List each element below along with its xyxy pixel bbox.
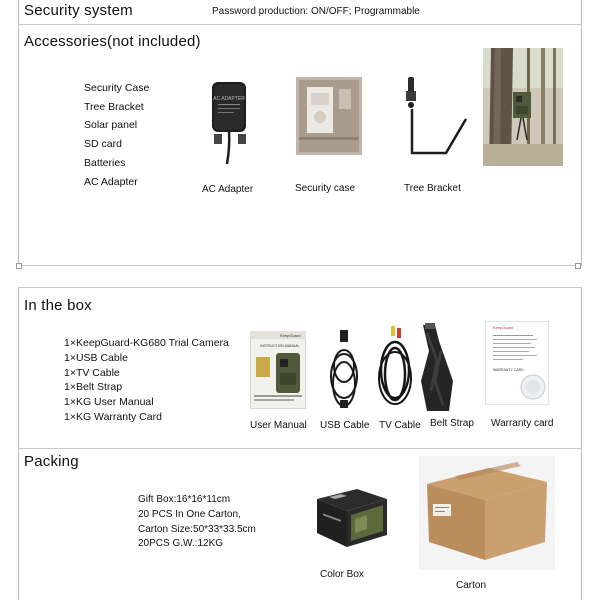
user-manual-image <box>250 331 306 409</box>
list-item: Batteries <box>84 156 126 169</box>
warranty-brand: KeepGuard <box>493 325 514 330</box>
list-item: 20PCS G.W.:12KG <box>138 538 224 550</box>
color-box-image <box>311 485 391 551</box>
list-item: SD card <box>84 138 122 151</box>
adapter-label: AC ADAPTER <box>213 96 245 102</box>
list-item: 1×TV Cable <box>64 366 120 379</box>
accessories-title: Accessories(not included) <box>24 33 201 50</box>
list-item: Solar panel <box>84 119 138 132</box>
warranty-card-image <box>485 321 549 405</box>
ac-adapter-image <box>200 76 260 166</box>
carton-image <box>419 456 555 570</box>
corner-handle-right <box>575 263 581 269</box>
ac-adapter-caption: AC Adapter <box>202 184 254 195</box>
packing-info <box>138 493 256 552</box>
list-item: Carton Size:50*33*33.5cm <box>138 523 256 535</box>
tree-bracket-image <box>398 73 470 157</box>
list-item: Gift Box:16*16*11cm <box>138 494 231 505</box>
manual-brand: KeepGuard <box>280 333 301 338</box>
manual-heading: INSTRUCTION MANUAL <box>260 344 300 348</box>
tv-cable-image <box>375 326 415 412</box>
camera-on-tree-photo <box>483 48 563 166</box>
security-case-image <box>293 75 365 157</box>
inbox-divider <box>18 448 582 449</box>
usb-cable-caption: USB Cable <box>320 420 370 431</box>
list-item: 20 PCS In One Carton, <box>138 508 241 520</box>
tv-cable-caption: TV Cable <box>379 420 421 431</box>
list-item: 1×KG Warranty Card <box>64 410 162 423</box>
in-the-box-title: In the box <box>24 297 92 314</box>
user-manual-caption: User Manual <box>250 420 307 431</box>
header-subtitle: Password production: ON/OFF; Programmable <box>212 6 420 17</box>
header-title: Security system <box>24 2 133 19</box>
list-item: 1×USB Cable <box>64 351 128 364</box>
belt-strap-image <box>413 321 461 413</box>
header-divider <box>18 24 582 25</box>
list-item: Tree Bracket <box>84 100 144 113</box>
in-the-box-list <box>64 336 229 425</box>
color-box-caption: Color Box <box>320 569 364 580</box>
list-item: Security Case <box>84 82 150 94</box>
warranty-card-caption: Warranty card <box>491 418 554 429</box>
corner-handle-left <box>16 263 22 269</box>
carton-caption: Carton <box>456 580 487 591</box>
warranty-heading: WARRANTY CARD <box>493 368 524 372</box>
top-section-bottom-rule <box>18 265 582 266</box>
belt-strap-caption: Belt Strap <box>430 418 474 429</box>
tree-bracket-caption: Tree Bracket <box>404 183 461 194</box>
bottom-section-top-rule <box>18 287 582 288</box>
list-item: AC Adapter <box>84 175 138 188</box>
accessories-list <box>84 79 149 191</box>
list-item: 1×Belt Strap <box>64 381 123 394</box>
security-case-caption: Security case <box>295 183 356 194</box>
list-item: 1×KeepGuard-KG680 Trial Camera <box>64 337 229 349</box>
usb-cable-image <box>326 328 362 410</box>
packing-title: Packing <box>24 453 79 470</box>
list-item: 1×KG User Manual <box>64 396 154 409</box>
